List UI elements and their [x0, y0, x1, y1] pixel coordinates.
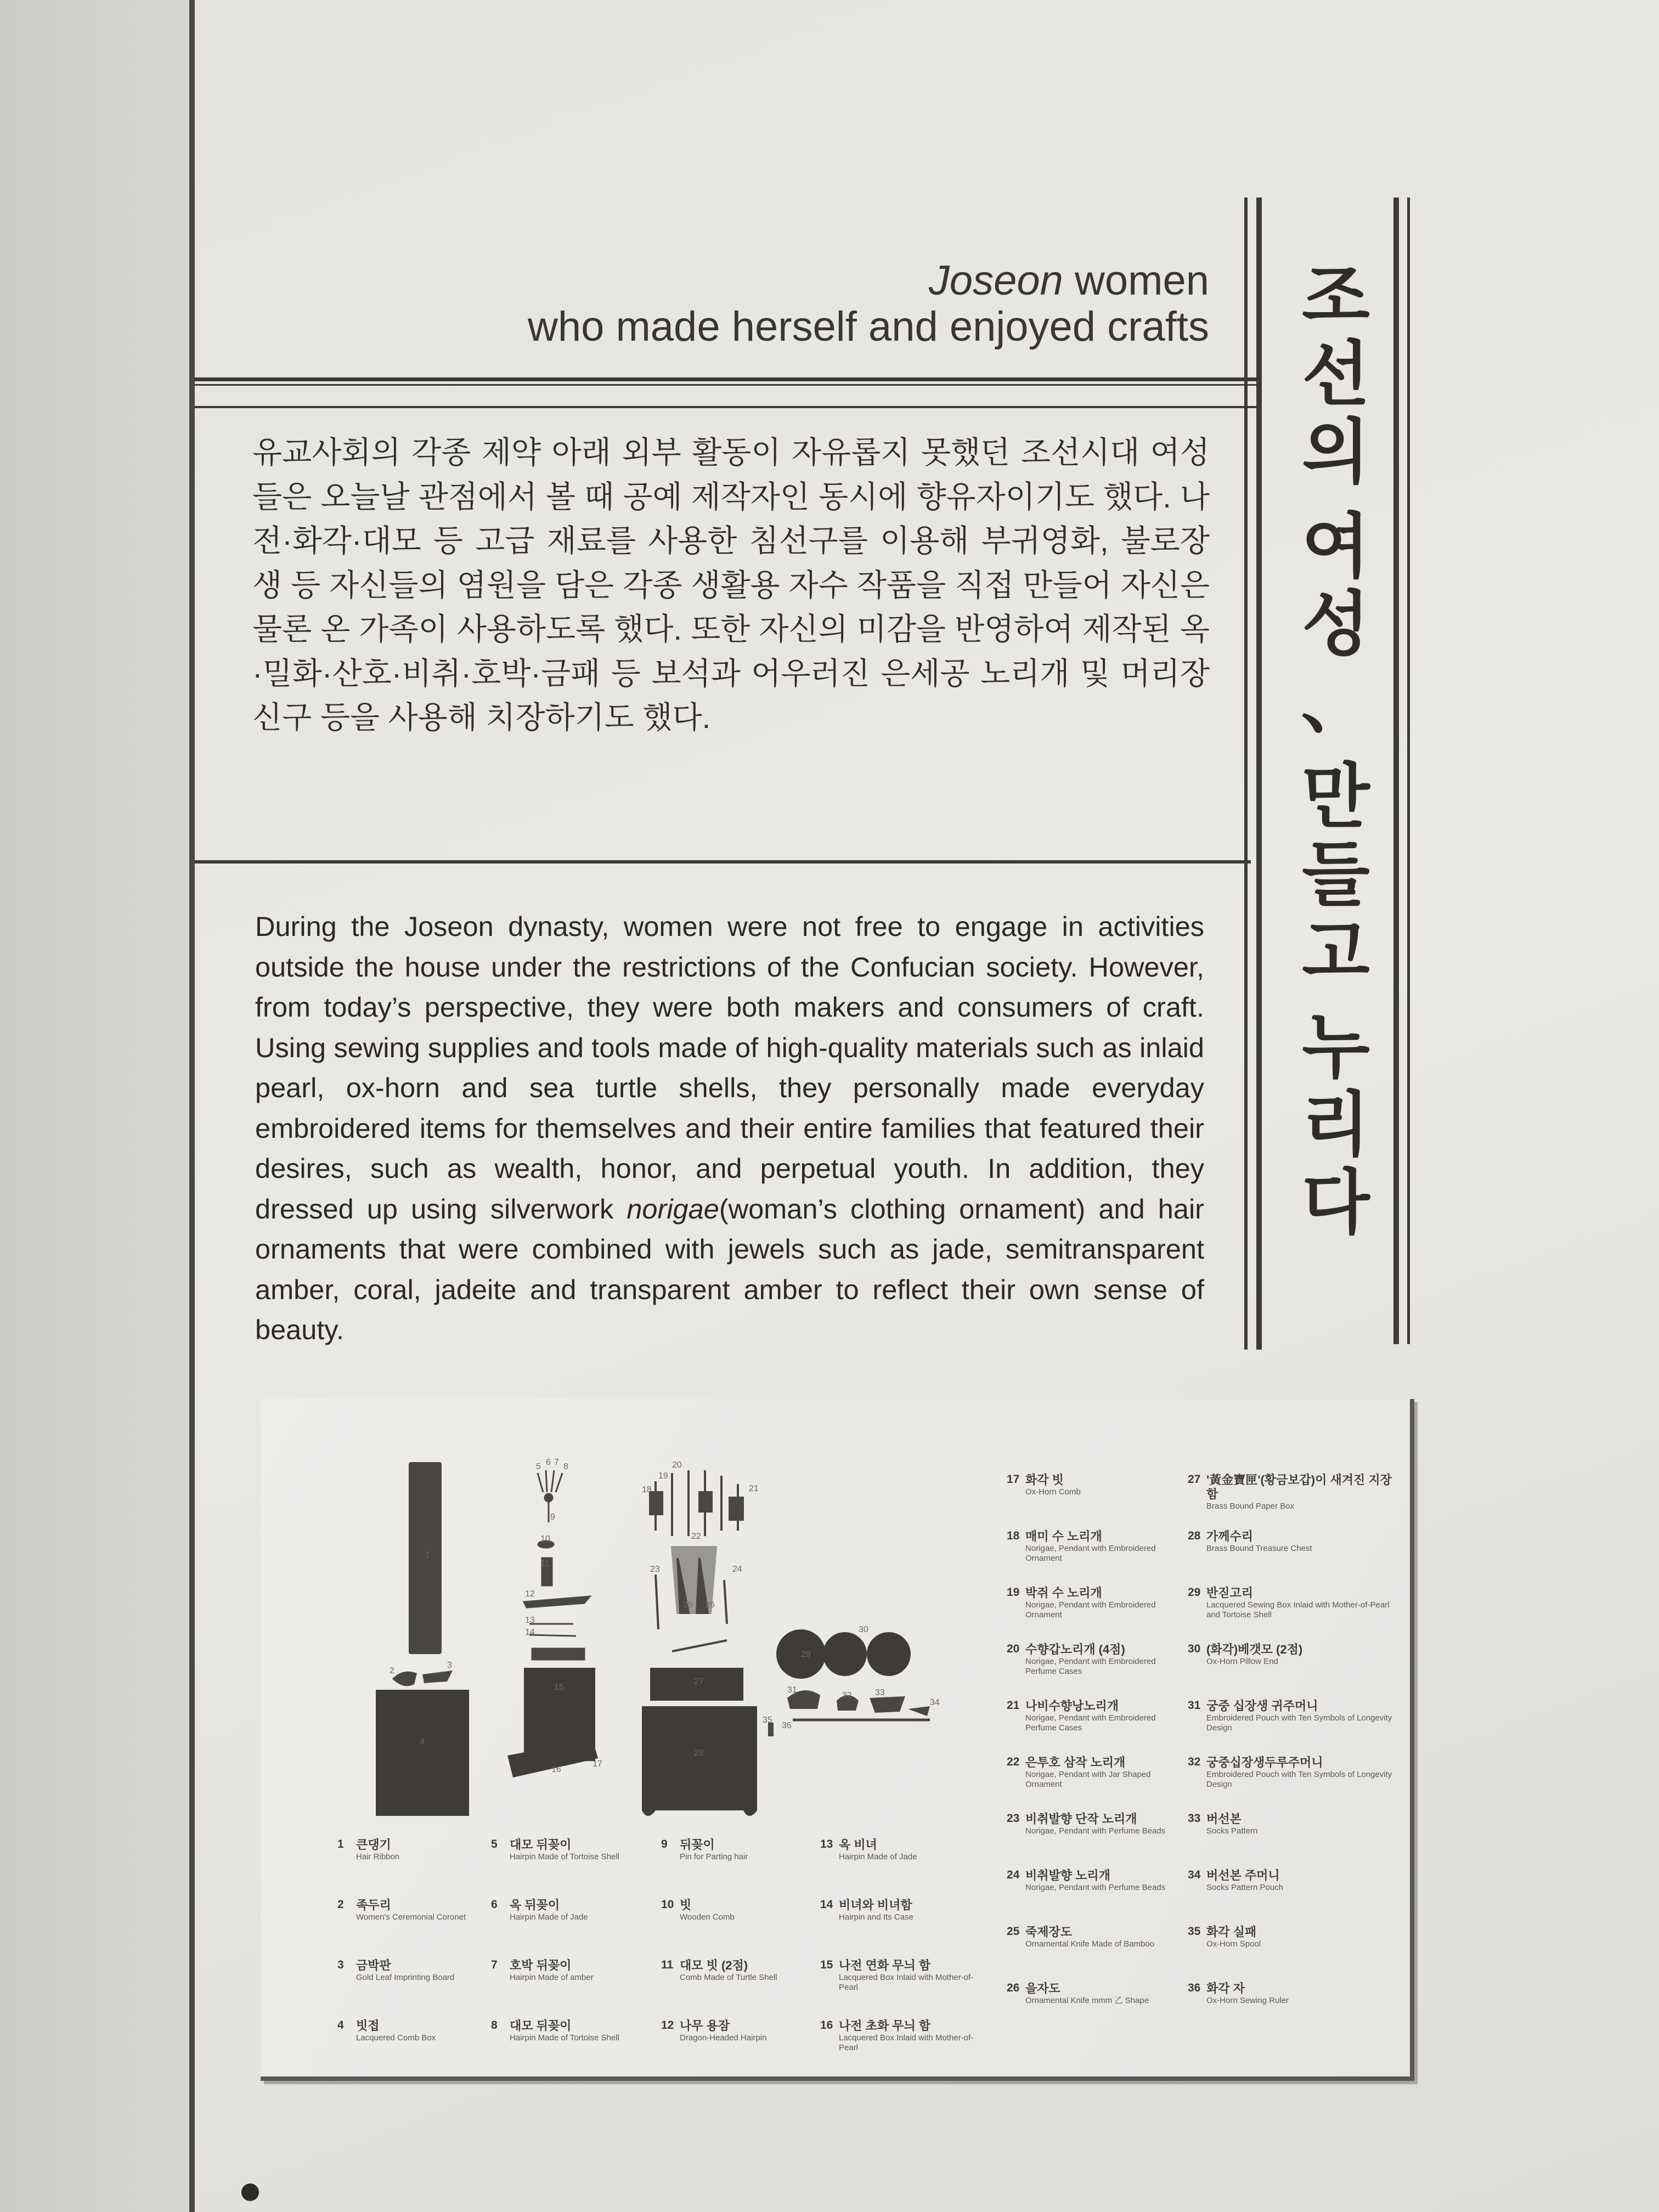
legend-item — [1007, 1756, 1182, 1812]
legend-column-6 — [1188, 1473, 1396, 2038]
legend-item-english: Ornamental Knife mmm 乙 Shape — [1025, 1996, 1149, 2005]
comb-box-shape — [376, 1690, 469, 1816]
legend-item-korean: 나전 초화 무늬 함 — [839, 2019, 931, 2033]
legend-item-korean: 대모 빗 (2점) — [680, 1959, 748, 1972]
legend-item — [1188, 1586, 1396, 1643]
diagram-number-label: 2 — [390, 1666, 394, 1675]
legend-item-korean: 반짇고리 — [1206, 1586, 1254, 1600]
title-em: Joseon — [928, 257, 1063, 304]
legend-item-korean: (화각)베갯모 (2점) — [1206, 1643, 1303, 1656]
legend-item — [491, 2019, 661, 2079]
diagram-number-label: 36 — [782, 1721, 792, 1730]
legend-item-number: 36 — [1188, 1982, 1201, 1994]
legend-item-number: 33 — [1188, 1812, 1201, 1825]
legend-item-number: 35 — [1188, 1925, 1201, 1938]
diagram-number-label: 8 — [563, 1462, 568, 1471]
legend-item-korean: 비녀와 비녀함 — [839, 1898, 912, 1912]
diagram-number-label: 31 — [787, 1685, 797, 1695]
legend-item-korean: 비취발향 노리개 — [1025, 1869, 1110, 1882]
diagram-number-label: 22 — [691, 1532, 701, 1541]
legend-item-english: Norigae, Pendant with Embroidered Ornament — [1025, 1544, 1156, 1563]
legend-item-korean: 수향갑노리개 (4점) — [1025, 1643, 1125, 1656]
legend-item-number: 28 — [1188, 1530, 1201, 1542]
legend-item-number: 12 — [661, 2019, 674, 2032]
legend-item — [337, 1898, 491, 1959]
legend-item-english: Lacquered Box Inlaid with Mother-of-Pearl — [839, 2033, 974, 2052]
legend-item — [1007, 1586, 1182, 1643]
object-legend-panel — [261, 1399, 1414, 2081]
vertical-title-char: 조 — [1302, 256, 1370, 337]
legend-item — [1007, 1812, 1182, 1869]
legend-item-english: Ox-Horn Comb — [1025, 1487, 1081, 1497]
legend-item — [1007, 1869, 1182, 1925]
legend-item-number: 11 — [661, 1959, 674, 1971]
diagram-number-label: 3 — [447, 1661, 452, 1670]
vertical-title-char: 의 — [1302, 411, 1370, 493]
legend-item-korean: 빗 — [680, 1898, 692, 1912]
english-part1: During the Joseon dynasty, women were not free to engage in activities outside the house under the restrictions of the Confucian society. However, from today’s perspective, they were both makers and consumers of craft. Using sewing supplies and tools made of high-quality materials such as inlaid pearl, ox-horn and sea turtle shells, they personally made everyday embroidered items for themselves and their entire families that featured their desires, such as wealth, honor, and perpetual youth. In addition, they dressed up using silverwork — [255, 911, 1204, 1224]
legend-item — [661, 1898, 820, 1959]
legend-item — [661, 1959, 820, 2019]
legend-item-number: 17 — [1007, 1473, 1020, 1486]
diagram-number-label: 24 — [732, 1565, 742, 1574]
legend-item-number: 1 — [337, 1838, 344, 1850]
vertical-title-char: 다 — [1302, 1162, 1370, 1244]
diagram-number-label: 18 — [642, 1485, 652, 1494]
legend-item-korean: 나전 연화 무늬 함 — [839, 1959, 931, 1972]
legend-item-number: 14 — [820, 1898, 833, 1911]
legend-item — [820, 1838, 990, 1898]
legend-item-korean: 궁중 십장생 귀주머니 — [1206, 1699, 1318, 1713]
legend-item — [1188, 1756, 1396, 1812]
legend-item — [820, 2019, 990, 2079]
divider-top — [195, 377, 1256, 381]
legend-item-korean: 나무 용잠 — [680, 2019, 730, 2033]
diagram-number-label: 19 — [658, 1471, 668, 1481]
legend-item — [1188, 1699, 1396, 1756]
legend-item-number: 23 — [1007, 1812, 1020, 1825]
diagram-number-label: 26 — [705, 1600, 715, 1610]
legend-item-number: 3 — [337, 1959, 344, 1971]
divider-top-thin — [195, 384, 1256, 386]
diagram-number-label: 13 — [525, 1616, 535, 1625]
legend-item-english: Lacquered Comb Box — [356, 2033, 436, 2042]
legend-item-number: 15 — [820, 1959, 833, 1971]
korean-description: 유교사회의 각종 제약 아래 외부 활동이 자유롭지 못했던 조선시대 여성들은 오늘날 관점에서 볼 때 공예 제작자인 동시에 향유자이기도 했다. 나전·화각·대모 등 고급 재료를 사용한 침선구를 이용해 부귀영화, 불로장생 등 자신들의 염원을 담은 각종 생활용 자수 작품을 직접 만들어 자신은 물론 온 가족이 사용하도록 했다. 또한 자신의 미감을 반영하여 제작된 옥·밀화·산호·비취·호박·금패 등 보석과 어우러진 은세공 노리개 및 머리장신구 등을 사용해 치장하기도 했다. — [252, 435, 1210, 735]
legend-item-english: Ox-Horn Sewing Ruler — [1206, 1996, 1289, 2005]
legend-item-english: Hairpin Made of Tortoise Shell — [510, 1852, 619, 1861]
legend-item — [1007, 1473, 1182, 1530]
legend-item-number: 6 — [491, 1898, 498, 1911]
legend-item-korean: 대모 뒤꽂이 — [510, 2019, 572, 2033]
legend-item-english: Ox-Horn Spool — [1206, 1939, 1261, 1949]
legend-item-number: 7 — [491, 1959, 498, 1971]
legend-item-korean: 화각 자 — [1206, 1982, 1245, 1995]
diagram-number-label: 4 — [420, 1737, 425, 1747]
legend-item-korean: 버선본 — [1206, 1812, 1242, 1826]
legend-item-english: Hairpin Made of Tortoise Shell — [510, 2033, 619, 2042]
legend-item-english: Dragon-Headed Hairpin — [680, 2033, 767, 2042]
legend-item — [1188, 1812, 1396, 1869]
legend-item-korean: 옥 뒤꽂이 — [510, 1898, 560, 1912]
legend-item-korean: '黃金寶匣'(황금보갑)이 새겨진 지장함 — [1206, 1473, 1392, 1501]
diagram-number-label: 25 — [683, 1600, 693, 1610]
diagram-number-label: 1 — [425, 1551, 430, 1560]
legend-column-2 — [491, 1838, 661, 2079]
legend-item-korean: 화각 실패 — [1206, 1925, 1257, 1939]
legend-item-number: 20 — [1007, 1643, 1020, 1655]
legend-item-number: 10 — [661, 1898, 674, 1911]
legend-item-english: Hair Ribbon — [356, 1852, 400, 1861]
panel-frame-edge — [189, 0, 195, 2212]
legend-item-number: 18 — [1007, 1530, 1020, 1542]
legend-item-english: Socks Pattern Pouch — [1206, 1883, 1284, 1892]
legend-item-english: Ornamental Knife Made of Bamboo — [1025, 1939, 1155, 1949]
legend-item-korean: 나비수향낭노리개 — [1025, 1699, 1119, 1713]
legend-item-number: 26 — [1007, 1982, 1020, 1994]
legend-item — [1007, 1530, 1182, 1586]
legend-item-english: Hairpin Made of Jade — [839, 1852, 917, 1861]
legend-item-number: 22 — [1007, 1756, 1020, 1768]
legend-item-english: Brass Bound Paper Box — [1206, 1502, 1295, 1511]
legend-item-english: Norigae, Pendant with Perfume Beads — [1025, 1883, 1166, 1892]
legend-item-korean: 옥 비녀 — [839, 1838, 877, 1852]
legend-item-english: Embroidered Pouch with Ten Symbols of Longevity Design — [1206, 1713, 1392, 1733]
diagram-number-label: 29 — [801, 1650, 811, 1659]
legend-item-english: Women's Ceremonial Coronet — [356, 1912, 466, 1922]
legend-item-korean: 버선본 주머니 — [1206, 1869, 1280, 1882]
legend-item — [337, 1838, 491, 1898]
diagram-number-label: 20 — [672, 1460, 682, 1470]
diagram-number-label: 10 — [540, 1534, 550, 1544]
legend-item — [1188, 1925, 1396, 1982]
legend-item-number: 24 — [1007, 1869, 1020, 1881]
legend-item — [1188, 1869, 1396, 1925]
diagram-number-label: 9 — [550, 1513, 555, 1522]
diagram-number-label: 16 — [551, 1765, 561, 1774]
vertical-title-char: 리 — [1302, 1084, 1370, 1166]
legend-item — [1188, 1473, 1396, 1530]
legend-item-number: 34 — [1188, 1869, 1201, 1881]
legend-item-korean: 화각 빗 — [1025, 1473, 1064, 1487]
legend-item-english: Lacquered Box Inlaid with Mother-of-Pearl — [839, 1973, 974, 1992]
legend-item-korean: 죽제장도 — [1025, 1925, 1073, 1939]
legend-item-number: 8 — [491, 2019, 498, 2032]
legend-item-english: Pin for Parting hair — [680, 1852, 748, 1861]
diagram-number-label: 6 — [546, 1458, 551, 1467]
legend-item — [491, 1959, 661, 2019]
legend-item-english: Ox-Horn Pillow End — [1206, 1657, 1278, 1666]
legend-item — [1188, 1643, 1396, 1699]
diagram-number-label: 14 — [525, 1628, 535, 1637]
legend-item-number: 27 — [1188, 1473, 1201, 1486]
legend-item-korean: 호박 뒤꽂이 — [510, 1959, 572, 1972]
legend-item — [337, 1959, 491, 2019]
legend-column-5 — [1007, 1473, 1182, 2038]
legend-item-english: Comb Made of Turtle Shell — [680, 1973, 777, 1982]
legend-item-number: 21 — [1007, 1699, 1020, 1712]
legend-item — [661, 2019, 820, 2079]
legend-item-english: Brass Bound Treasure Chest — [1206, 1544, 1312, 1553]
diagram-number-label: 28 — [694, 1748, 704, 1758]
legend-item-english: Gold Leaf Imprinting Board — [356, 1973, 455, 1982]
legend-item-english: Norigae, Pendant with Embroidered Ornament — [1025, 1600, 1156, 1620]
vertical-title-char: 만 — [1302, 756, 1370, 838]
legend-item-korean: 금박판 — [356, 1959, 391, 1972]
diagram-number-label: 5 — [536, 1462, 541, 1471]
vertical-title-char: 누 — [1302, 1006, 1370, 1088]
legend-item-number: 13 — [820, 1838, 833, 1850]
title-line2: who made herself and enjoyed crafts — [527, 303, 1209, 350]
legend-item-english: Hairpin Made of Jade — [510, 1912, 588, 1922]
vtitle-rule-4 — [1407, 198, 1410, 1344]
legend-item-korean: 대모 뒤꽂이 — [510, 1838, 572, 1852]
legend-item-korean: 큰댕기 — [356, 1838, 391, 1852]
legend-item-korean: 비취발향 단작 노리개 — [1025, 1812, 1137, 1826]
diagram-number-label: 17 — [592, 1759, 602, 1769]
legend-item — [1188, 1530, 1396, 1586]
legend-item — [820, 1898, 990, 1959]
diagram-number-label: 23 — [650, 1565, 660, 1574]
legend-item-number: 31 — [1188, 1699, 1201, 1712]
legend-item-number: 19 — [1007, 1586, 1020, 1599]
vertical-title-char: 들 — [1302, 834, 1370, 916]
norigae-term: norigae — [627, 1193, 719, 1224]
title-rest: women — [1063, 257, 1209, 304]
diagram-number-label: 34 — [930, 1698, 940, 1707]
diagram-number-label: 15 — [554, 1683, 564, 1692]
korean-vertical-title — [1295, 258, 1377, 1242]
legend-item-korean: 은투호 삼작 노리개 — [1025, 1756, 1126, 1769]
legend-item — [337, 2019, 491, 2079]
english-description — [255, 906, 1204, 1350]
legend-item-english: Norigae, Pendant with Embroidered Perfume Cases — [1025, 1713, 1156, 1733]
vtitle-rule-2 — [1256, 198, 1262, 1350]
legend-item-korean: 족두리 — [356, 1898, 391, 1912]
legend-item — [491, 1838, 661, 1898]
vertical-title-char: 선 — [1302, 334, 1370, 415]
legend-item — [1007, 1925, 1182, 1982]
legend-item — [661, 1838, 820, 1898]
diagram-number-label: 21 — [749, 1484, 759, 1493]
legend-item-number: 16 — [820, 2019, 833, 2032]
diagram-number-label: 11 — [540, 1559, 550, 1568]
legend-item-korean: 궁중십장생두루주머니 — [1206, 1756, 1323, 1769]
diagram-number-label: 7 — [554, 1458, 559, 1467]
legend-item-english: Norigae, Pendant with Perfume Beads — [1025, 1826, 1166, 1836]
diagram-number-label: 30 — [859, 1625, 868, 1634]
legend-item-english: Norigae, Pendant with Jar Shaped Ornament — [1025, 1770, 1151, 1789]
legend-item — [1007, 1699, 1182, 1756]
legend-item — [1007, 1982, 1182, 2038]
legend-item — [491, 1898, 661, 1959]
legend-item-english: Norigae, Pendant with Embroidered Perfume Cases — [1025, 1657, 1156, 1676]
legend-item-number: 29 — [1188, 1586, 1201, 1599]
legend-item-number: 9 — [661, 1838, 668, 1850]
legend-item-number: 25 — [1007, 1925, 1020, 1938]
legend-item-korean: 을자도 — [1025, 1982, 1060, 1995]
legend-item-korean: 가께수리 — [1206, 1530, 1254, 1543]
english-part2: (woman’s clothing ornament) and hair ornaments that were combined with jewels such as jade, semitransparent amber, coral, jadeite and transparent amber to reflect their own sense of beauty. — [255, 1193, 1204, 1345]
vertical-title-char: 、 — [1300, 662, 1371, 743]
legend-item-number: 30 — [1188, 1643, 1201, 1655]
divider-top-2 — [195, 406, 1256, 408]
wall-left — [0, 0, 192, 2212]
legend-item-korean: 뒤꽂이 — [680, 1838, 715, 1852]
diagram-number-label: 33 — [875, 1688, 885, 1697]
legend-item — [1007, 1643, 1182, 1699]
legend-item — [820, 1959, 990, 2019]
vtitle-rule-3 — [1393, 198, 1399, 1344]
diagram-number-label: 27 — [694, 1677, 704, 1686]
divider-middle — [195, 860, 1251, 864]
legend-item-number: 4 — [337, 2019, 344, 2032]
legend-item-english: Hairpin and Its Case — [839, 1912, 913, 1922]
wall-screw — [241, 2183, 259, 2201]
diagram-number-label: 32 — [842, 1691, 852, 1700]
diagram-number-label: 12 — [525, 1589, 535, 1599]
legend-item-number: 2 — [337, 1898, 344, 1911]
legend-item-number: 5 — [491, 1838, 498, 1850]
legend-item-english: Embroidered Pouch with Ten Symbols of Longevity Design — [1206, 1770, 1392, 1789]
diagram-number-label: 35 — [763, 1716, 772, 1725]
objects-silhouette-diagram — [365, 1448, 1012, 1832]
legend-item-korean: 빗접 — [356, 2019, 380, 2033]
legend-item — [1188, 1982, 1396, 2038]
english-title — [528, 258, 1209, 350]
legend-item-english: Socks Pattern — [1206, 1826, 1258, 1836]
legend-item-english: Lacquered Sewing Box Inlaid with Mother-of-Pearl and Tortoise Shell — [1206, 1600, 1390, 1620]
legend-column-1 — [337, 1838, 491, 2079]
legend-item-number: 32 — [1188, 1756, 1201, 1768]
legend-column-4 — [820, 1838, 990, 2079]
vertical-title-char: 여 — [1302, 506, 1370, 588]
legend-column-3 — [661, 1838, 820, 2079]
vertical-title-char: 고 — [1302, 912, 1370, 994]
legend-item-korean: 매미 수 노리개 — [1025, 1530, 1102, 1543]
legend-item-korean: 박쥐 수 노리개 — [1025, 1586, 1102, 1600]
legend-item-english: Wooden Comb — [680, 1912, 735, 1922]
vertical-title-char: 성 — [1302, 584, 1370, 665]
vtitle-rule-1 — [1244, 198, 1248, 1350]
legend-item-english: Hairpin Made of amber — [510, 1973, 594, 1982]
